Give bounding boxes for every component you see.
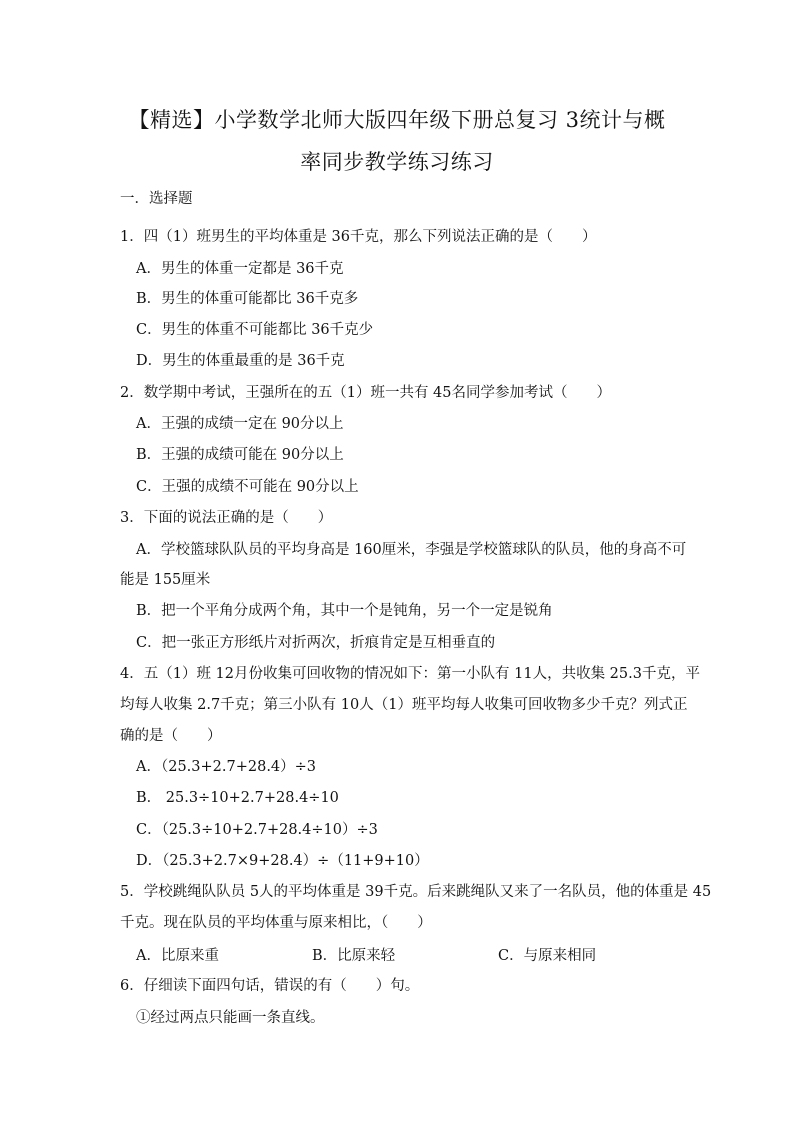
question-5-stem-line2: 千克。现在队员的平均体重与原来相比，（ ）: [120, 915, 432, 931]
question-4-option-c: C．（25.3÷10+2.7+28.4÷10）÷3: [136, 822, 378, 838]
question-4-option-a: A．（25.3+2.7+28.4）÷3: [136, 759, 317, 775]
question-2-option-b: B．王强的成绩可能在 90分以上: [136, 447, 344, 463]
question-5-option-a: A．比原来重: [136, 948, 219, 964]
question-1-option-b: B．男生的体重可能都比 36千克多: [136, 291, 359, 307]
document-title-line2: 率同步教学练习练习: [300, 150, 494, 174]
question-5-option-b: B．比原来轻: [312, 948, 396, 964]
question-6-statement-1: ①经过两点只能画一条直线。: [136, 1010, 325, 1026]
question-2-stem: 2．数学期中考试，王强所在的五（1）班一共有 45名同学参加考试（ ）: [120, 385, 612, 401]
question-4-option-b: B． 25.3÷10+2.7+28.4÷10: [136, 790, 339, 806]
question-3-option-c: C．把一张正方形纸片对折两次，折痕肯定是互相垂直的: [136, 635, 496, 651]
question-4-stem-line1: 4．五（1）班 12月份收集可回收物的情况如下：第一小队有 11人，共收集 25.3千克，平: [120, 666, 700, 682]
document-title-line1: 【精选】小学数学北师大版四年级下册总复习 3统计与概: [128, 108, 666, 132]
question-5-option-c: C．与原来相同: [498, 948, 597, 964]
question-3-stem: 3．下面的说法正确的是（ ）: [120, 510, 333, 526]
question-1-option-d: D．男生的体重最重的是 36千克: [136, 353, 345, 369]
question-4-stem-line2: 均每人收集 2.7千克；第三小队有 10人（1）班平均每人收集可回收物多少千克？列式正: [120, 697, 688, 713]
question-3-option-a-continued: 能是 155厘米: [120, 572, 211, 588]
question-5-stem-line1: 5．学校跳绳队队员 5人的平均体重是 39千克。后来跳绳队又来了一名队员，他的体重是 45: [120, 884, 712, 900]
question-1-option-a: A．男生的体重一定都是 36千克: [136, 261, 344, 277]
question-4-option-d: D．（25.3+2.7×9+28.4）÷（11+9+10）: [136, 853, 429, 869]
question-3-option-b: B．把一个平角分成两个角，其中一个是钝角，另一个一定是锐角: [136, 603, 553, 619]
question-3-option-a: A．学校篮球队队员的平均身高是 160厘米，李强是学校篮球队的队员，他的身高不可: [136, 542, 687, 558]
question-1-stem: 1．四（1）班男生的平均体重是 36千克，那么下列说法正确的是（ ）: [120, 229, 597, 245]
question-2-option-a: A．王强的成绩一定在 90分以上: [136, 416, 344, 432]
question-2-option-c: C．王强的成绩不可能在 90分以上: [136, 479, 359, 495]
section-heading: 一．选择题: [120, 191, 193, 207]
question-5-options-row: [136, 944, 696, 964]
question-6-stem: 6．仔细读下面四句话，错误的有（ ）句。: [120, 978, 420, 994]
question-1-option-c: C．男生的体重不可能都比 36千克少: [136, 322, 374, 338]
question-4-stem-line3: 确的是（ ）: [120, 728, 222, 744]
